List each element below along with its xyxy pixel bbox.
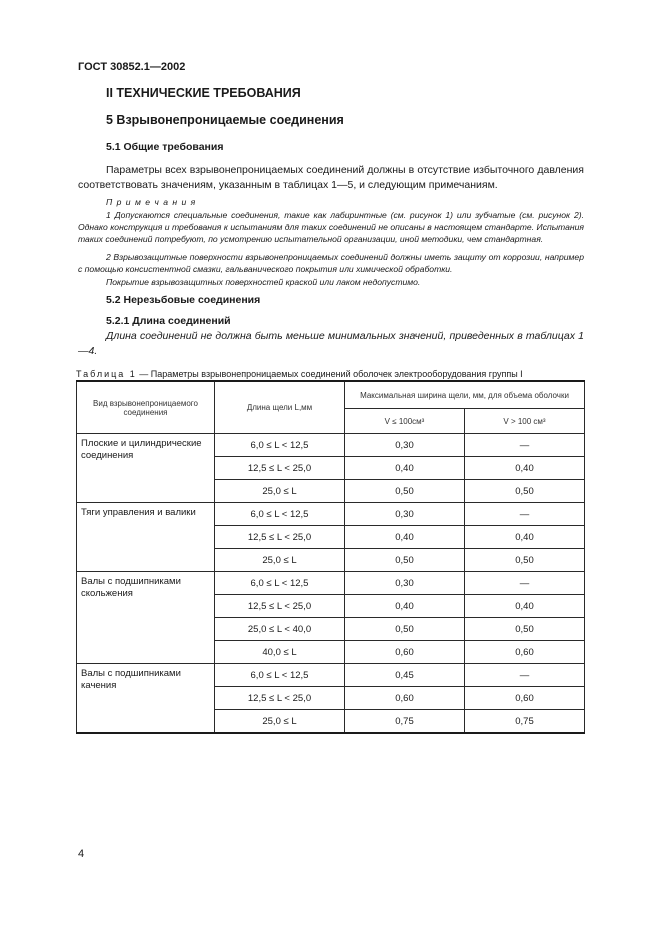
gap-width-small-volume-cell: 0,30 bbox=[345, 572, 465, 595]
chapter-title: 5 Взрывонепроницаемые соединения bbox=[106, 113, 344, 127]
document-code: ГОСТ 30852.1—2002 bbox=[78, 61, 186, 73]
table-row bbox=[77, 434, 585, 457]
table-caption-label: Таблица 1 bbox=[76, 369, 137, 379]
gap-width-large-volume-cell: — bbox=[465, 434, 585, 457]
subsection-5-2-1-title: 5.2.1 Длина соединений bbox=[106, 315, 231, 327]
gap-width-small-volume-cell: 0,50 bbox=[345, 480, 465, 503]
gap-length-cell: 12,5 ≤ L < 25,0 bbox=[215, 526, 345, 549]
gap-length-cell: 6,0 ≤ L < 12,5 bbox=[215, 664, 345, 687]
table-row bbox=[77, 572, 585, 595]
subsection-5-1-title: 5.1 Общие требования bbox=[106, 141, 224, 153]
gap-length-cell: 25,0 ≤ L < 40,0 bbox=[215, 618, 345, 641]
gap-width-small-volume-cell: 0,40 bbox=[345, 526, 465, 549]
gap-length-cell: 25,0 ≤ L bbox=[215, 480, 345, 503]
page-number: 4 bbox=[78, 848, 85, 860]
header-gap-length: Длина щели L,мм bbox=[215, 381, 345, 434]
gap-length-cell: 25,0 ≤ L bbox=[215, 549, 345, 572]
subsection-5-2-title: 5.2 Нерезьбовые соединения bbox=[106, 294, 261, 306]
gap-length-cell: 6,0 ≤ L < 12,5 bbox=[215, 572, 345, 595]
gap-width-small-volume-cell: 0,40 bbox=[345, 595, 465, 618]
subsection-5-2-1-paragraph: Длина соединений не должна быть меньше минимальных значений, приведенных в таблицах 1—4. bbox=[78, 330, 584, 357]
gap-width-large-volume-cell: 0,60 bbox=[465, 641, 585, 664]
gap-width-small-volume-cell: 0,30 bbox=[345, 434, 465, 457]
table-row bbox=[77, 503, 585, 526]
table-caption bbox=[76, 369, 523, 379]
gap-width-small-volume-cell: 0,60 bbox=[345, 641, 465, 664]
gap-width-small-volume-cell: 0,50 bbox=[345, 549, 465, 572]
gap-width-small-volume-cell: 0,30 bbox=[345, 503, 465, 526]
gap-length-cell: 6,0 ≤ L < 12,5 bbox=[215, 503, 345, 526]
gap-width-large-volume-cell: 0,40 bbox=[465, 595, 585, 618]
note-3: Покрытие взрывозащитных поверхностей краской или лаком недопустимо. bbox=[106, 277, 421, 287]
gap-length-cell: 40,0 ≤ L bbox=[215, 641, 345, 664]
gap-width-large-volume-cell: 0,75 bbox=[465, 710, 585, 734]
connection-type-cell: Валы с подшипниками скольжения bbox=[77, 572, 215, 664]
gap-length-cell: 12,5 ≤ L < 25,0 bbox=[215, 457, 345, 480]
gap-width-large-volume-cell: 0,40 bbox=[465, 457, 585, 480]
connection-type-cell: Валы с подшипниками качения bbox=[77, 664, 215, 734]
gap-width-large-volume-cell: — bbox=[465, 503, 585, 526]
table-caption-text: — Параметры взрывонепроницаемых соединений оболочек электрооборудования группы I bbox=[136, 369, 523, 379]
gap-length-cell: 6,0 ≤ L < 12,5 bbox=[215, 434, 345, 457]
header-connection-type: Вид взрывонепроницаемого соединения bbox=[77, 381, 215, 434]
connection-type-cell: Тяги управления и валики bbox=[77, 503, 215, 572]
table-body bbox=[77, 434, 585, 734]
gap-width-large-volume-cell: — bbox=[465, 664, 585, 687]
gap-width-large-volume-cell: — bbox=[465, 572, 585, 595]
gap-width-small-volume-cell: 0,60 bbox=[345, 687, 465, 710]
gap-width-large-volume-cell: 0,50 bbox=[465, 549, 585, 572]
gap-width-large-volume-cell: 0,40 bbox=[465, 526, 585, 549]
gap-width-large-volume-cell: 0,50 bbox=[465, 618, 585, 641]
header-volume-gt-100: V > 100 см³ bbox=[465, 409, 585, 434]
gap-length-cell: 12,5 ≤ L < 25,0 bbox=[215, 687, 345, 710]
note-1: 1 Допускаются специальные соединения, такие как лабиринтные (см. рисунок 1) или зубчатые (см. рисунок 2). Однако конструкция и требования к испытаниям для таких соединений не описаны в настоящем стандарте. Испытания таких соединений потребуют, по усмотрению испытательной организации, иной методики, чем стандартная. bbox=[78, 210, 584, 244]
gap-width-large-volume-cell: 0,50 bbox=[465, 480, 585, 503]
table-row bbox=[77, 664, 585, 687]
gap-length-cell: 25,0 ≤ L bbox=[215, 710, 345, 734]
gap-width-small-volume-cell: 0,50 bbox=[345, 618, 465, 641]
header-max-gap-width: Максимальная ширина щели, мм, для объема оболочки bbox=[345, 381, 585, 409]
note-2: 2 Взрывозащитные поверхности взрывонепроницаемых соединений должны иметь защиту от коррозии, например с помощью консистентной смазки, гальванического покрытия или химической обработки. bbox=[78, 252, 584, 274]
subsection-5-1-paragraph: Параметры всех взрывонепроницаемых соединений должны в отсутствие избыточного давления соответствовать значениям, указанным в таблицах 1—5, и следующим примечаниям. bbox=[78, 164, 584, 191]
table-1 bbox=[76, 380, 585, 734]
connection-type-cell: Плоские и цилиндрические соединения bbox=[77, 434, 215, 503]
gap-length-cell: 12,5 ≤ L < 25,0 bbox=[215, 595, 345, 618]
section-title: II ТЕХНИЧЕСКИЕ ТРЕБОВАНИЯ bbox=[106, 86, 301, 100]
header-volume-le-100: V ≤ 100см³ bbox=[345, 409, 465, 434]
gap-width-large-volume-cell: 0,60 bbox=[465, 687, 585, 710]
gap-width-small-volume-cell: 0,45 bbox=[345, 664, 465, 687]
gap-width-small-volume-cell: 0,75 bbox=[345, 710, 465, 734]
notes-label: П р и м е ч а н и я bbox=[106, 197, 197, 207]
gap-width-small-volume-cell: 0,40 bbox=[345, 457, 465, 480]
